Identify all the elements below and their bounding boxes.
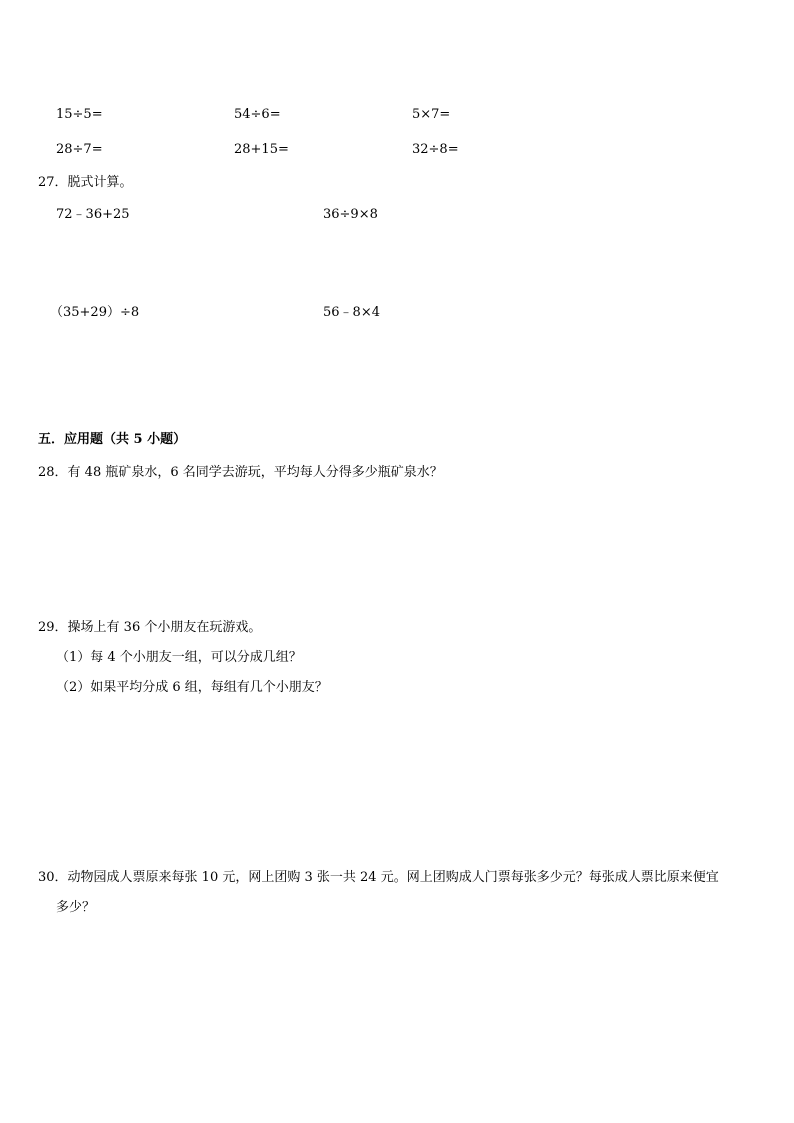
q30-line1: 30．动物园成人票原来每张 10 元，网上团购 3 张一共 24 元。网上团购成人门票每张多少元？每张成人票比原来便宜 xyxy=(38,870,719,885)
section5-heading: 五．应用题（共 5 小题） xyxy=(38,432,187,447)
oral-calc-r2c3: 32÷8= xyxy=(412,142,459,157)
q30-line2: 多少？ xyxy=(56,900,96,915)
oral-calc-r2c2: 28+15= xyxy=(234,142,289,157)
oral-calc-r1c3: 5×7= xyxy=(412,107,451,122)
q27-title: 27．脱式计算。 xyxy=(38,175,133,190)
q29-sub1: （1）每 4 个小朋友一组，可以分成几组？ xyxy=(56,650,302,665)
oral-calc-r1c1: 15÷5= xyxy=(56,107,103,122)
q27-item-4: 56﹣8×4 xyxy=(323,305,380,320)
q27-item-2: 36÷9×8 xyxy=(323,207,378,222)
q28-text: 28．有 48 瓶矿泉水，6 名同学去游玩，平均每人分得多少瓶矿泉水？ xyxy=(38,465,443,480)
oral-calc-r2c1: 28÷7= xyxy=(56,142,103,157)
oral-calc-r1c2: 54÷6= xyxy=(234,107,281,122)
q29-text: 29．操场上有 36 个小朋友在玩游戏。 xyxy=(38,620,262,635)
q27-item-3: （35+29）÷8 xyxy=(50,305,140,320)
q27-item-1: 72﹣36+25 xyxy=(56,207,130,222)
q29-sub2: （2）如果平均分成 6 组，每组有几个小朋友？ xyxy=(56,680,328,695)
